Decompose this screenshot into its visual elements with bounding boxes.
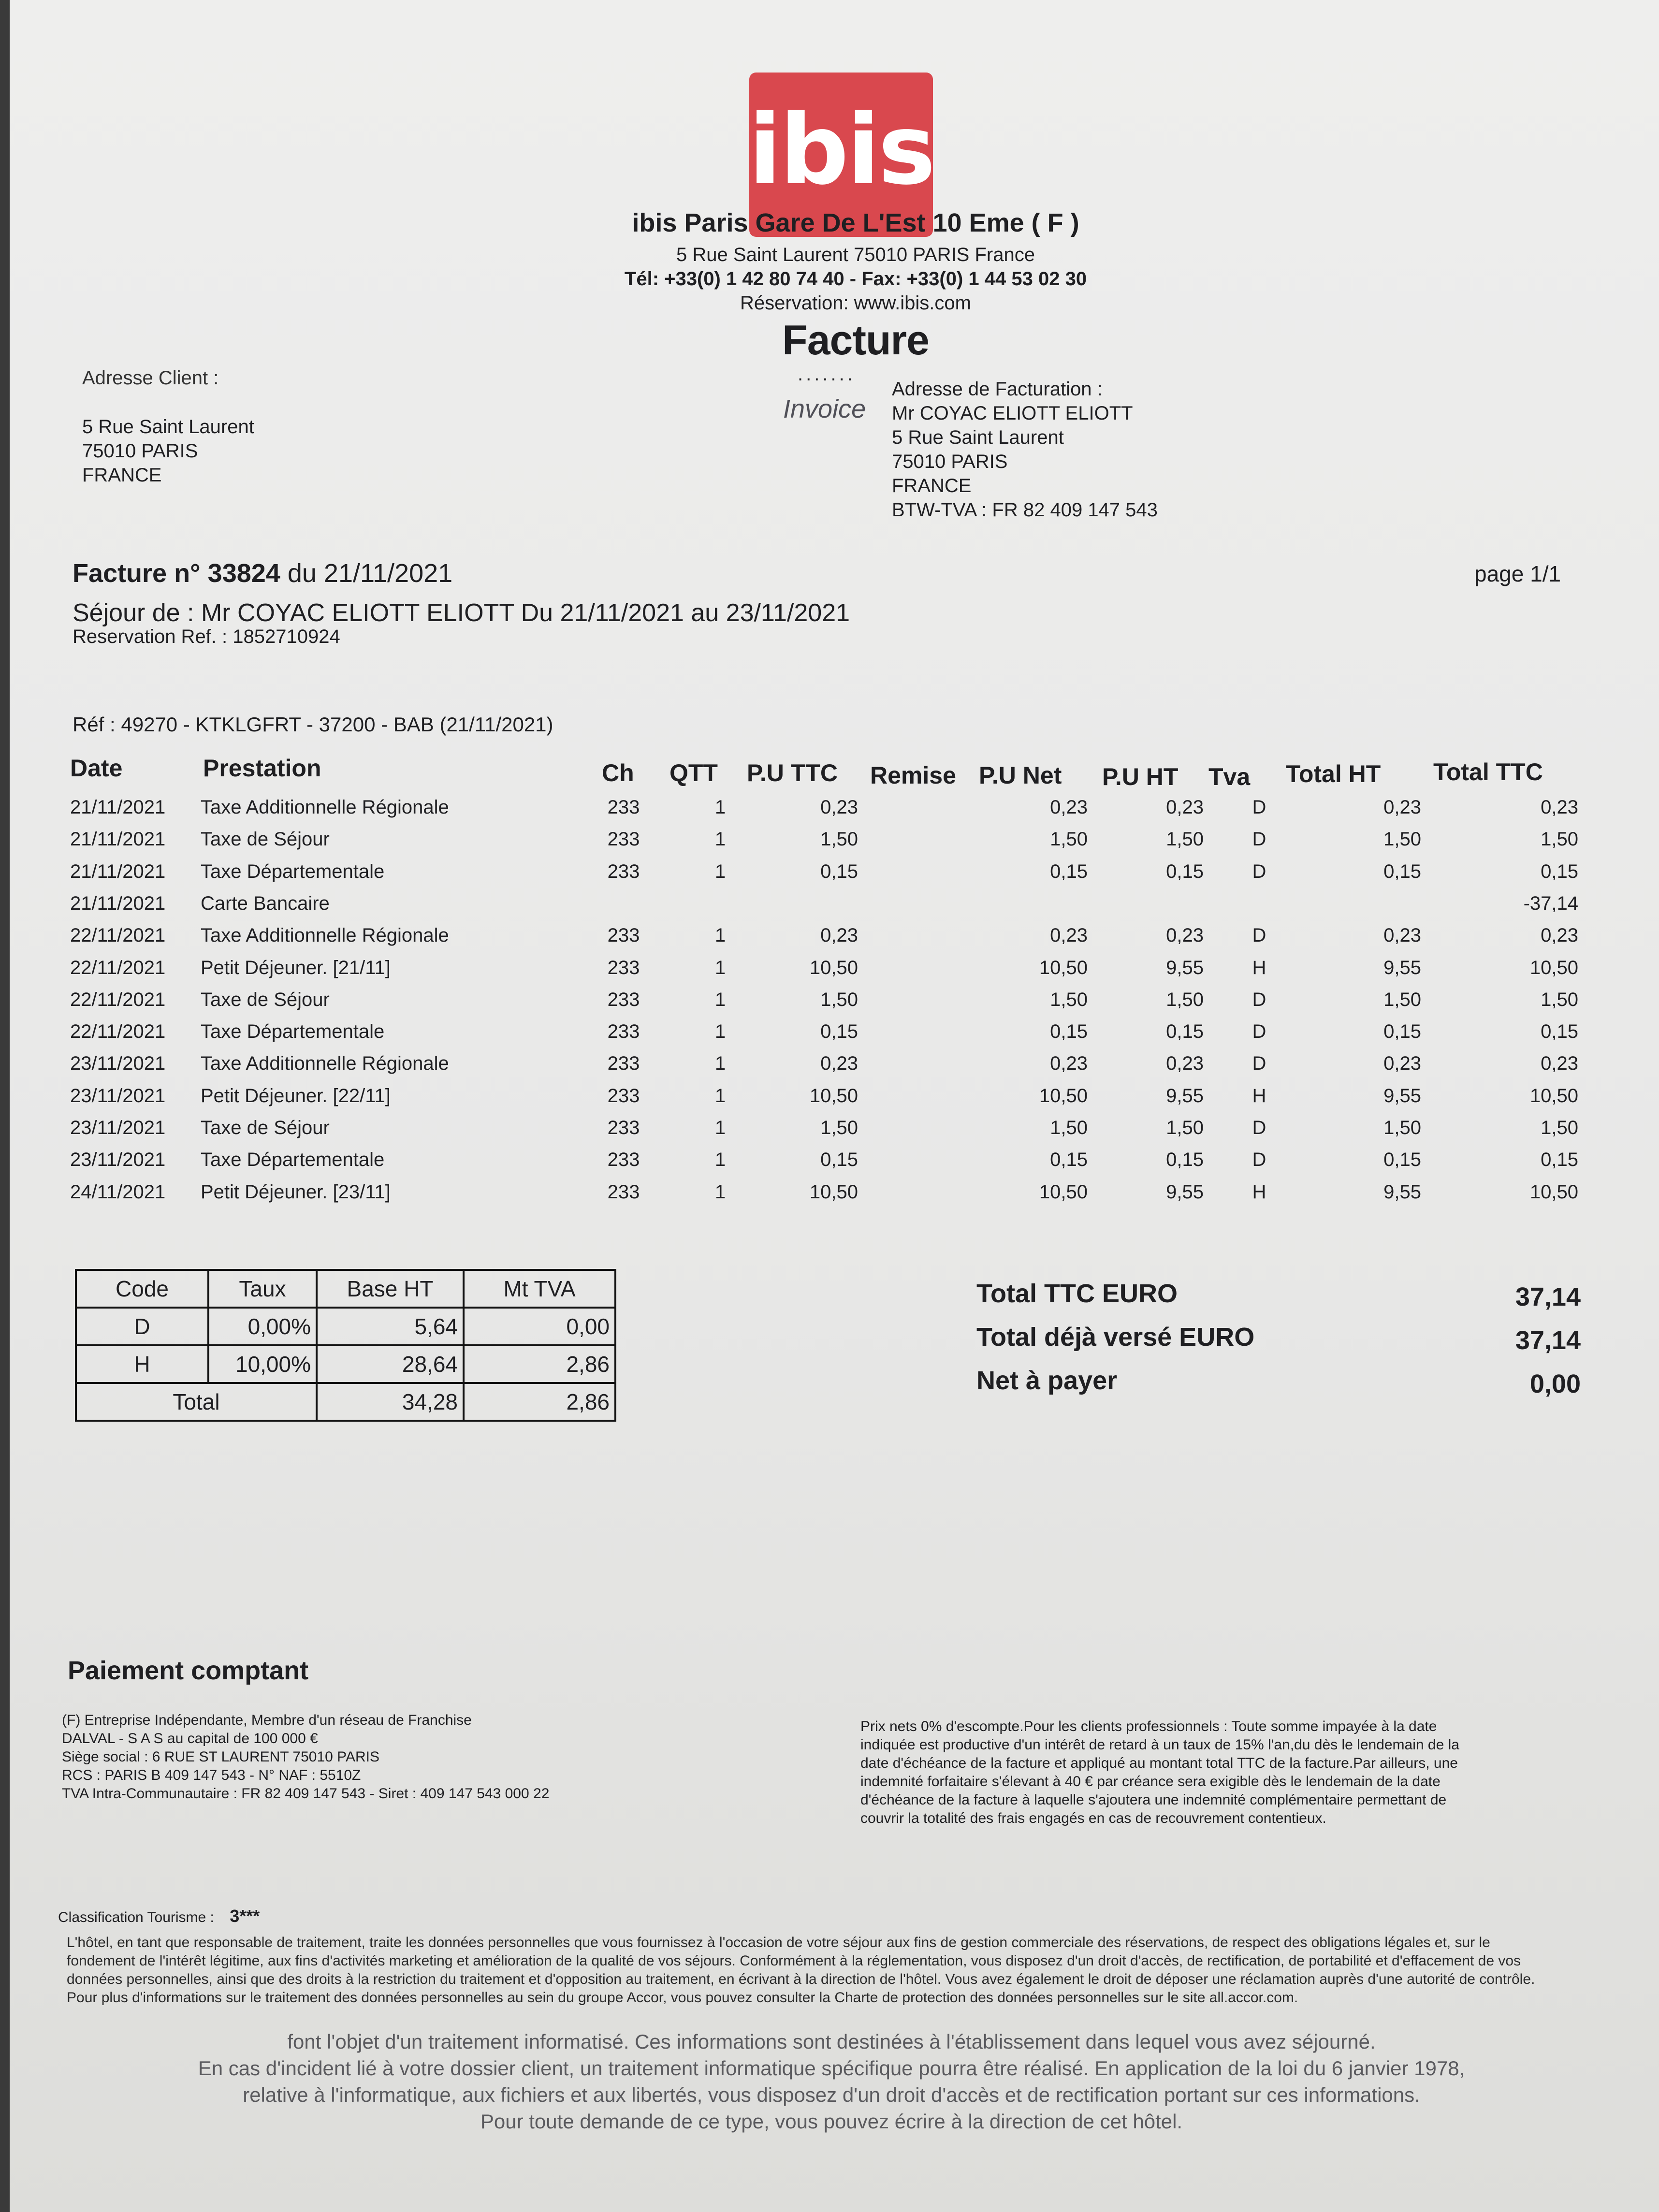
hotel-reservation: Réservation: www.ibis.com bbox=[740, 292, 971, 314]
cell-pu-net: 1,50 bbox=[1050, 989, 1088, 1010]
cell-prestation: Taxe de Séjour bbox=[201, 1117, 330, 1138]
cell-prestation: Taxe Départementale bbox=[201, 1021, 385, 1042]
cell-pu-ttc: 10,50 bbox=[809, 957, 858, 978]
cell-qtt: 1 bbox=[714, 797, 726, 818]
vat-col-base: Base HT bbox=[317, 1270, 464, 1308]
cell-date: 23/11/2021 bbox=[70, 1149, 166, 1170]
cell-pu-ht: 0,23 bbox=[1166, 925, 1204, 946]
total-ttc-value: 37,14 bbox=[1515, 1282, 1581, 1311]
cell-tva: D bbox=[1252, 1149, 1266, 1170]
cell-tva: D bbox=[1252, 1053, 1266, 1074]
cell-pu-ttc: 0,23 bbox=[820, 797, 858, 818]
cell-prestation: Petit Déjeuner. [22/11] bbox=[201, 1085, 391, 1106]
terms-line: indiquée est productive d'un intérêt de retard à un taux de 15% l'an,du dès le lendemain de la bbox=[860, 1737, 1459, 1753]
cell-total-ttc: 10,50 bbox=[1529, 1085, 1578, 1106]
payment-title: Paiement comptant bbox=[68, 1656, 309, 1685]
col-pu-ht: P.U HT bbox=[1102, 763, 1179, 790]
cell-ch: 233 bbox=[607, 797, 640, 818]
cell-pu-net: 0,15 bbox=[1050, 1149, 1088, 1170]
cell-qtt: 1 bbox=[714, 861, 726, 882]
cell-ch: 233 bbox=[607, 1053, 640, 1074]
cell-pu-ht: 0,23 bbox=[1166, 1053, 1204, 1074]
terms-line: couvrir la totalité des frais engagés en cas de recouvrement contentieux. bbox=[860, 1810, 1326, 1826]
cell-pu-net: 0,15 bbox=[1050, 1021, 1088, 1042]
total-paid-label: Total déjà versé EURO bbox=[976, 1323, 1255, 1352]
cell-prestation: Taxe Additionnelle Régionale bbox=[201, 925, 449, 946]
footer-line: En cas d'incident lié à votre dossier client, un traitement informatique spécifique pourra être réalisé. En application de la loi du 6 janvier 1978, bbox=[198, 2057, 1465, 2080]
cell-total-ht: 1,50 bbox=[1383, 1117, 1421, 1138]
cell-qtt: 1 bbox=[714, 1117, 726, 1138]
col-pu-ttc: P.U TTC bbox=[747, 759, 838, 786]
hotel-phone: Tél: +33(0) 1 42 80 74 40 - Fax: +33(0) 1 44 53 02 30 bbox=[624, 268, 1087, 290]
cell-ch: 233 bbox=[607, 1181, 640, 1203]
cell-pu-ht: 9,55 bbox=[1166, 1181, 1204, 1203]
cell-prestation: Petit Déjeuner. [23/11] bbox=[201, 1181, 391, 1203]
cell-date: 22/11/2021 bbox=[70, 989, 166, 1010]
net-label: Net à payer bbox=[976, 1366, 1118, 1395]
cell-total-ht: 0,15 bbox=[1383, 1149, 1421, 1170]
invoice-prefix: Facture n° bbox=[73, 559, 201, 588]
cell-total-ttc: 1,50 bbox=[1541, 989, 1578, 1010]
cell-tva: D bbox=[1252, 829, 1266, 850]
cell-qtt: 1 bbox=[714, 957, 726, 978]
cell-pu-ht: 0,15 bbox=[1166, 1149, 1204, 1170]
cell-pu-ttc: 1,50 bbox=[820, 1117, 858, 1138]
cell-ch: 233 bbox=[607, 957, 640, 978]
col-date: Date bbox=[70, 755, 123, 782]
total-paid-value: 37,14 bbox=[1515, 1326, 1581, 1355]
reservation-ref: Reservation Ref. : 1852710924 bbox=[73, 626, 340, 647]
cell-total-ttc: 0,23 bbox=[1541, 797, 1578, 818]
cell-pu-ttc: 0,15 bbox=[820, 1149, 858, 1170]
cell-ch: 233 bbox=[607, 829, 640, 850]
vat-row bbox=[76, 1345, 615, 1383]
classification-label: Classification Tourisme : bbox=[58, 1909, 214, 1925]
cell-total-ht: 9,55 bbox=[1383, 1085, 1421, 1106]
cell-prestation: Taxe Départementale bbox=[201, 1149, 385, 1170]
cell-pu-ht: 1,50 bbox=[1166, 1117, 1204, 1138]
company-line: TVA Intra-Communautaire : FR 82 409 147 543 - Siret : 409 147 543 000 22 bbox=[62, 1786, 550, 1802]
cell-pu-net: 0,15 bbox=[1050, 861, 1088, 882]
cell-pu-ttc: 0,23 bbox=[820, 1053, 858, 1074]
payment-terms bbox=[860, 1717, 1459, 1828]
document-title: Facture bbox=[782, 317, 929, 364]
cell-total-ht: 9,55 bbox=[1383, 957, 1421, 978]
col-prestation: Prestation bbox=[203, 755, 321, 782]
billing-line3: FRANCE bbox=[892, 475, 972, 496]
col-tva: Tva bbox=[1208, 763, 1251, 790]
col-qtt: QTT bbox=[669, 759, 718, 786]
hotel-address: 5 Rue Saint Laurent 75010 PARIS France bbox=[676, 244, 1035, 265]
cell-total-ht: 0,15 bbox=[1383, 1021, 1421, 1042]
cell-qtt: 1 bbox=[714, 1181, 726, 1203]
cell-total-ttc: 0,15 bbox=[1541, 1021, 1578, 1042]
cell-prestation: Taxe de Séjour bbox=[201, 989, 330, 1010]
total-ttc-label: Total TTC EURO bbox=[976, 1279, 1178, 1308]
cell-tva: H bbox=[1252, 1085, 1266, 1106]
invoice-page bbox=[10, 0, 1659, 2212]
col-total-ttc: Total TTC bbox=[1433, 758, 1543, 786]
cell-date: 21/11/2021 bbox=[70, 893, 166, 914]
cell-date: 22/11/2021 bbox=[70, 1021, 166, 1042]
stay-line: Séjour de : Mr COYAC ELIOTT ELIOTT Du 21/11/2021 au 23/11/2021 bbox=[73, 599, 850, 627]
cell-pu-ht: 0,23 bbox=[1166, 797, 1204, 818]
cell-total-ttc: 0,23 bbox=[1541, 925, 1578, 946]
cell-pu-ttc: 0,23 bbox=[820, 925, 858, 946]
footer-line: font l'objet d'un traitement informatisé. Ces informations sont destinées à l'établissement dans lequel vous avez séjourné. bbox=[287, 2030, 1376, 2053]
cell-qtt: 1 bbox=[714, 829, 726, 850]
cell-date: 22/11/2021 bbox=[70, 957, 166, 978]
cell-ch: 233 bbox=[607, 861, 640, 882]
company-info bbox=[62, 1711, 549, 1803]
billing-vat: BTW-TVA : FR 82 409 147 543 bbox=[892, 499, 1158, 521]
vat-code: H bbox=[76, 1345, 208, 1383]
cell-date: 23/11/2021 bbox=[70, 1053, 166, 1074]
billing-label: Adresse de Facturation : bbox=[892, 378, 1103, 400]
cell-pu-ht: 9,55 bbox=[1166, 957, 1204, 978]
cell-pu-net: 0,23 bbox=[1050, 925, 1088, 946]
cell-total-ttc: 10,50 bbox=[1529, 957, 1578, 978]
cell-pu-net: 10,50 bbox=[1039, 1181, 1088, 1203]
cell-prestation: Taxe de Séjour bbox=[201, 829, 330, 850]
cell-tva: D bbox=[1252, 989, 1266, 1010]
vat-total-base: 34,28 bbox=[317, 1383, 464, 1421]
cell-qtt: 1 bbox=[714, 1149, 726, 1170]
cell-pu-ht: 0,15 bbox=[1166, 861, 1204, 882]
cell-total-ht: 0,15 bbox=[1383, 861, 1421, 882]
vat-mt: 2,86 bbox=[464, 1345, 615, 1383]
billing-name: Mr COYAC ELIOTT ELIOTT bbox=[892, 403, 1133, 424]
page-number: page 1/1 bbox=[1474, 561, 1561, 586]
cell-pu-net: 10,50 bbox=[1039, 957, 1088, 978]
cell-qtt: 1 bbox=[714, 1085, 726, 1106]
cell-ch: 233 bbox=[607, 1085, 640, 1106]
cell-total-ht: 9,55 bbox=[1383, 1181, 1421, 1203]
logo-text: ibis bbox=[748, 93, 934, 206]
cell-pu-net: 0,23 bbox=[1050, 797, 1088, 818]
cell-pu-net: 1,50 bbox=[1050, 1117, 1088, 1138]
cell-total-ht: 0,23 bbox=[1383, 797, 1421, 818]
vat-row bbox=[76, 1308, 615, 1345]
cell-total-ttc: 0,15 bbox=[1541, 1149, 1578, 1170]
cell-total-ttc: 10,50 bbox=[1529, 1181, 1578, 1203]
cell-ch: 233 bbox=[607, 1021, 640, 1042]
client-address-line1: 5 Rue Saint Laurent bbox=[82, 416, 254, 437]
cell-pu-ht: 9,55 bbox=[1166, 1085, 1204, 1106]
vat-col-code: Code bbox=[76, 1270, 208, 1308]
invoice-label: Invoice bbox=[783, 394, 866, 423]
cell-ch: 233 bbox=[607, 1149, 640, 1170]
client-address-line3: FRANCE bbox=[82, 465, 162, 486]
terms-line: d'échéance de la facture à laquelle s'ajoutera une indemnité complémentaire permettant de bbox=[860, 1792, 1447, 1808]
vat-code: D bbox=[76, 1308, 208, 1345]
company-line: (F) Entreprise Indépendante, Membre d'un réseau de Franchise bbox=[62, 1712, 472, 1728]
invoice-number bbox=[73, 558, 452, 588]
vat-taux: 10,00% bbox=[208, 1345, 317, 1383]
terms-line: Prix nets 0% d'escompte.Pour les clients professionnels : Toute somme impayée à la date bbox=[860, 1718, 1437, 1734]
invoice-date: du 21/11/2021 bbox=[287, 559, 453, 588]
cell-prestation: Taxe Départementale bbox=[201, 861, 385, 882]
vat-base: 28,64 bbox=[317, 1345, 464, 1383]
cell-tva: H bbox=[1252, 957, 1266, 978]
cell-date: 24/11/2021 bbox=[70, 1181, 166, 1203]
billing-line2: 75010 PARIS bbox=[892, 451, 1008, 472]
billing-line1: 5 Rue Saint Laurent bbox=[892, 427, 1064, 448]
dots: ....... bbox=[798, 364, 856, 385]
cell-date: 23/11/2021 bbox=[70, 1117, 166, 1138]
cell-pu-ttc: 10,50 bbox=[809, 1181, 858, 1203]
client-address-line2: 75010 PARIS bbox=[82, 440, 198, 462]
classification-value: 3*** bbox=[230, 1906, 260, 1926]
vat-taux: 0,00% bbox=[208, 1308, 317, 1345]
footer-line: relative à l'informatique, aux fichiers et aux libertés, vous disposez d'un droit d'accès et de rectification portant sur ces informations. bbox=[243, 2083, 1420, 2106]
cell-total-ht: 1,50 bbox=[1383, 829, 1421, 850]
vat-col-mt: Mt TVA bbox=[464, 1270, 615, 1308]
cell-date: 21/11/2021 bbox=[70, 861, 166, 882]
classification bbox=[58, 1907, 260, 1927]
net-value: 0,00 bbox=[1529, 1369, 1581, 1398]
cell-date: 21/11/2021 bbox=[70, 829, 166, 850]
cell-qtt: 1 bbox=[714, 1053, 726, 1074]
cell-tva: D bbox=[1252, 1117, 1266, 1138]
cell-pu-ht: 0,15 bbox=[1166, 1021, 1204, 1042]
cell-tva: D bbox=[1252, 861, 1266, 882]
cell-pu-net: 0,23 bbox=[1050, 1053, 1088, 1074]
cell-total-ttc: 1,50 bbox=[1541, 829, 1578, 850]
cell-pu-ttc: 0,15 bbox=[820, 1021, 858, 1042]
vat-base: 5,64 bbox=[317, 1308, 464, 1345]
company-line: Siège social : 6 RUE ST LAURENT 75010 PARIS bbox=[62, 1749, 379, 1765]
cell-pu-ttc: 1,50 bbox=[820, 989, 858, 1010]
company-line: RCS : PARIS B 409 147 543 - N° NAF : 5510Z bbox=[62, 1767, 361, 1783]
footer-line: Pour toute demande de ce type, vous pouvez écrire à la direction de cet hôtel. bbox=[480, 2110, 1183, 2133]
col-remise: Remise bbox=[870, 762, 956, 789]
hotel-name: ibis Paris Gare De L'Est 10 Eme ( F ) bbox=[632, 208, 1079, 237]
ref-line: Réf : 49270 - KTKLGFRT - 37200 - BAB (21/11/2021) bbox=[73, 713, 553, 736]
cell-ch: 233 bbox=[607, 925, 640, 946]
cell-total-ht: 0,23 bbox=[1383, 1053, 1421, 1074]
vat-col-taux: Taux bbox=[208, 1270, 317, 1308]
col-ch: Ch bbox=[602, 759, 634, 786]
cell-total-ttc: 0,15 bbox=[1541, 861, 1578, 882]
client-address-label: Adresse Client : bbox=[82, 367, 219, 389]
col-total-ht: Total HT bbox=[1286, 760, 1381, 787]
cell-qtt: 1 bbox=[714, 989, 726, 1010]
privacy-notice: L'hôtel, en tant que responsable de traitement, traite les données personnelles que vous fournissez à l'occasion de votre séjour aux fins de gestion commerciale des réservations, de respect des obligations légales et, sur le fondement de l'intérêt légitime, aux fins d'activités marketing et amélioration de la qualité de vos séjours. Conformément à la réglementation, vous disposez d'un droit d'accès, de rectification, de portabilité et d'effacement de vos données personnelles, ainsi que des droits à la restriction du traitement et d'opposition au traitement, en écrivant à la direction de l'hôtel. Vous avez également le droit de déposer une réclamation auprès d'une autorité de contrôle. Pour plus d'informations sur le traitement des données personnelles au sein du groupe Accor, vous pouvez consulter la Charte de protection des données personnelles sur le site all.accor.com. bbox=[67, 1935, 1535, 2006]
cell-total-ttc: 1,50 bbox=[1541, 1117, 1578, 1138]
cell-prestation: Carte Bancaire bbox=[201, 893, 330, 914]
cell-total-ttc: 0,23 bbox=[1541, 1053, 1578, 1074]
cell-pu-ttc: 10,50 bbox=[809, 1085, 858, 1106]
vat-header-row bbox=[76, 1270, 615, 1308]
cell-qtt: 1 bbox=[714, 1021, 726, 1042]
cell-total-ttc: -37,14 bbox=[1523, 893, 1578, 914]
col-pu-net: P.U Net bbox=[979, 762, 1062, 789]
cell-date: 21/11/2021 bbox=[70, 797, 166, 818]
cell-ch: 233 bbox=[607, 989, 640, 1010]
cell-total-ht: 1,50 bbox=[1383, 989, 1421, 1010]
cell-tva: D bbox=[1252, 925, 1266, 946]
company-line: DALVAL - S A S au capital de 100 000 € bbox=[62, 1731, 318, 1746]
cell-prestation: Taxe Additionnelle Régionale bbox=[201, 797, 449, 818]
cell-pu-ttc: 1,50 bbox=[820, 829, 858, 850]
invoice-number-value: 33824 bbox=[207, 559, 280, 588]
cell-total-ht: 0,23 bbox=[1383, 925, 1421, 946]
terms-line: date d'échéance de la facture et appliqué au montant total TTC de la facture.Par ailleurs, une bbox=[860, 1755, 1458, 1771]
cell-tva: D bbox=[1252, 1021, 1266, 1042]
vat-total-mt: 2,86 bbox=[464, 1383, 615, 1421]
cell-qtt: 1 bbox=[714, 925, 726, 946]
cell-tva: H bbox=[1252, 1181, 1266, 1203]
terms-line: indemnité forfaitaire s'élevant à 40 € par créance sera exigible dès le lendemain de la date bbox=[860, 1774, 1441, 1790]
vat-mt: 0,00 bbox=[464, 1308, 615, 1345]
cell-prestation: Petit Déjeuner. [21/11] bbox=[201, 957, 391, 978]
cell-pu-ht: 1,50 bbox=[1166, 989, 1204, 1010]
cell-tva: D bbox=[1252, 797, 1266, 818]
cell-pu-net: 1,50 bbox=[1050, 829, 1088, 850]
vat-summary-table bbox=[75, 1269, 616, 1422]
vat-total-row bbox=[76, 1383, 615, 1421]
cell-date: 22/11/2021 bbox=[70, 925, 166, 946]
cell-ch: 233 bbox=[607, 1117, 640, 1138]
cell-prestation: Taxe Additionnelle Régionale bbox=[201, 1053, 449, 1074]
cell-date: 23/11/2021 bbox=[70, 1085, 166, 1106]
vat-total-label: Total bbox=[76, 1383, 317, 1421]
cell-pu-ht: 1,50 bbox=[1166, 829, 1204, 850]
cell-pu-ttc: 0,15 bbox=[820, 861, 858, 882]
cell-pu-net: 10,50 bbox=[1039, 1085, 1088, 1106]
